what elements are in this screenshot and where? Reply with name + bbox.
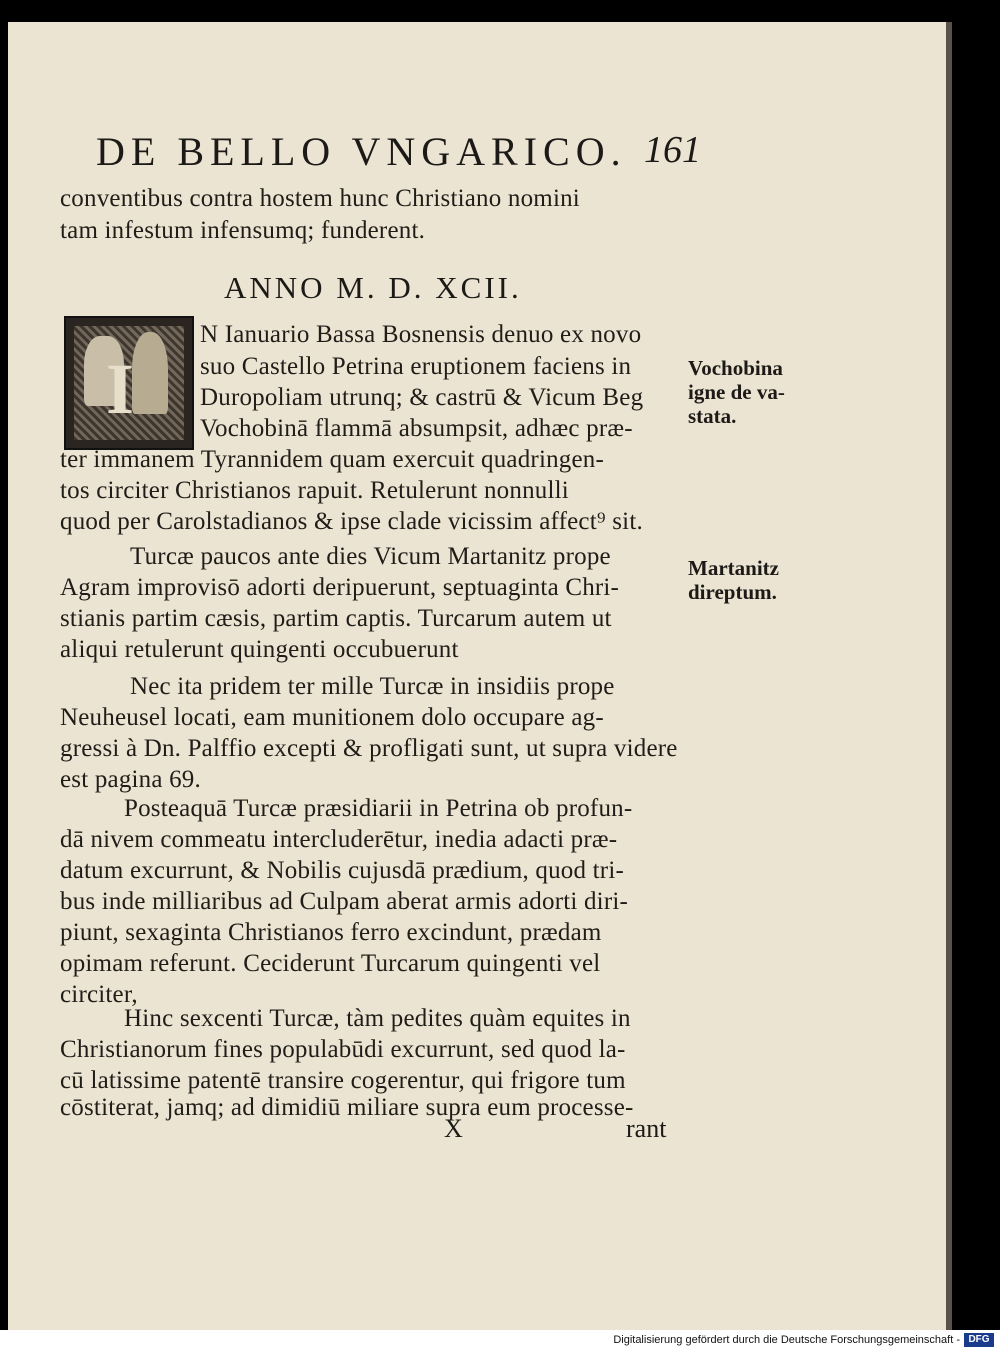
text-line: Duropoliam utrunq; & castrū & Vicum Beg xyxy=(200,384,644,411)
text-line: ter immanem Tyrannidem quam exercuit quadringen- xyxy=(60,446,605,473)
text-line: aliqui retulerunt quingenti occubuerunt xyxy=(60,636,459,663)
text-line: Agram improvisō adorti deripuerunt, septuaginta Chri- xyxy=(60,574,620,601)
text-line: Vochobinā flammā absumpsit, adhæc præ- xyxy=(200,415,633,442)
catchword: rant xyxy=(626,1114,667,1143)
text-line: Nec ita pridem ter mille Turcæ in insidiis prope xyxy=(130,673,615,700)
funding-credit: Digitalisierung gefördert durch die Deutsche Forschungsgemeinschaft - xyxy=(613,1334,960,1346)
text-line: Hinc sexcenti Turcæ, tàm pedites quàm equites in xyxy=(124,1005,631,1032)
text-line: cū latissime patentē transire cogerentur, qui frigore tum xyxy=(60,1067,626,1094)
text-line: piunt, sexaginta Christianos ferro excindunt, prædam xyxy=(60,919,602,946)
text-line: Turcæ paucos ante dies Vicum Martanitz prope xyxy=(130,543,611,570)
text-line: bus inde milliaribus ad Culpam aberat armis adorti diri- xyxy=(60,888,629,915)
text-line: suo Castello Petrina eruptionem faciens in xyxy=(200,353,632,380)
initial-letter: I xyxy=(106,349,135,429)
marginal-note xyxy=(688,556,779,604)
marginal-note-line: igne de va- xyxy=(688,380,785,404)
text-line: cōstiterat, jamq; ad dimidiū miliare supra eum processe- xyxy=(60,1094,634,1121)
woodcut-figure xyxy=(132,332,168,414)
text-line: dā nivem commeatu intercluderētur, inedia adacti præ- xyxy=(60,826,618,853)
text-line: tos circiter Christianos rapuit. Retulerunt nonnulli xyxy=(60,477,569,504)
footer-bar xyxy=(0,1330,1000,1352)
text-line: circiter, xyxy=(60,981,138,1008)
running-head-title: DE BELLO VNGARICO. xyxy=(96,129,627,174)
text-line: conventibus contra hostem hunc Christiano nomini xyxy=(60,185,580,212)
text-line: Neuheusel locati, eam munitionem dolo occupare ag- xyxy=(60,704,604,731)
text-line: gressi à Dn. Palffio excepti & profligati sunt, ut supra videre xyxy=(60,735,678,762)
marginal-note-line: direptum. xyxy=(688,580,777,604)
dfg-logo[interactable]: DFG xyxy=(964,1333,994,1347)
marginal-note-line: stata. xyxy=(688,404,737,428)
text-line: stianis partim cæsis, partim captis. Turcarum autem ut xyxy=(60,605,612,632)
decorated-initial xyxy=(64,316,194,450)
text-line: N Ianuario Bassa Bosnensis denuo ex novo xyxy=(200,321,642,348)
page-number: 161 xyxy=(644,129,701,171)
marginal-note xyxy=(688,356,785,428)
marginal-note-line: Vochobina xyxy=(688,356,783,380)
signature-mark: X xyxy=(444,1114,463,1143)
text-line: Christianorum fines populabūdi excurrunt, sed quod la- xyxy=(60,1036,626,1063)
text-line: Posteaquā Turcæ præsidiarii in Petrina ob profun- xyxy=(124,795,633,822)
text-line: tam infestum infensumq; funderent. xyxy=(60,217,426,244)
running-head xyxy=(96,128,701,178)
text-line: quod per Carolstadianos & ipse clade vicissim affect⁹ sit. xyxy=(60,508,643,535)
text-line: opimam referunt. Ceciderunt Turcarum quingenti vel xyxy=(60,950,601,977)
page-edge xyxy=(946,22,952,1330)
marginal-note-line: Martanitz xyxy=(688,556,779,580)
text-line: datum excurrunt, & Nobilis cujusdā prædium, quod tri- xyxy=(60,857,624,884)
text-line: est pagina 69. xyxy=(60,766,201,793)
year-heading: ANNO M. D. XCII. xyxy=(224,270,522,305)
